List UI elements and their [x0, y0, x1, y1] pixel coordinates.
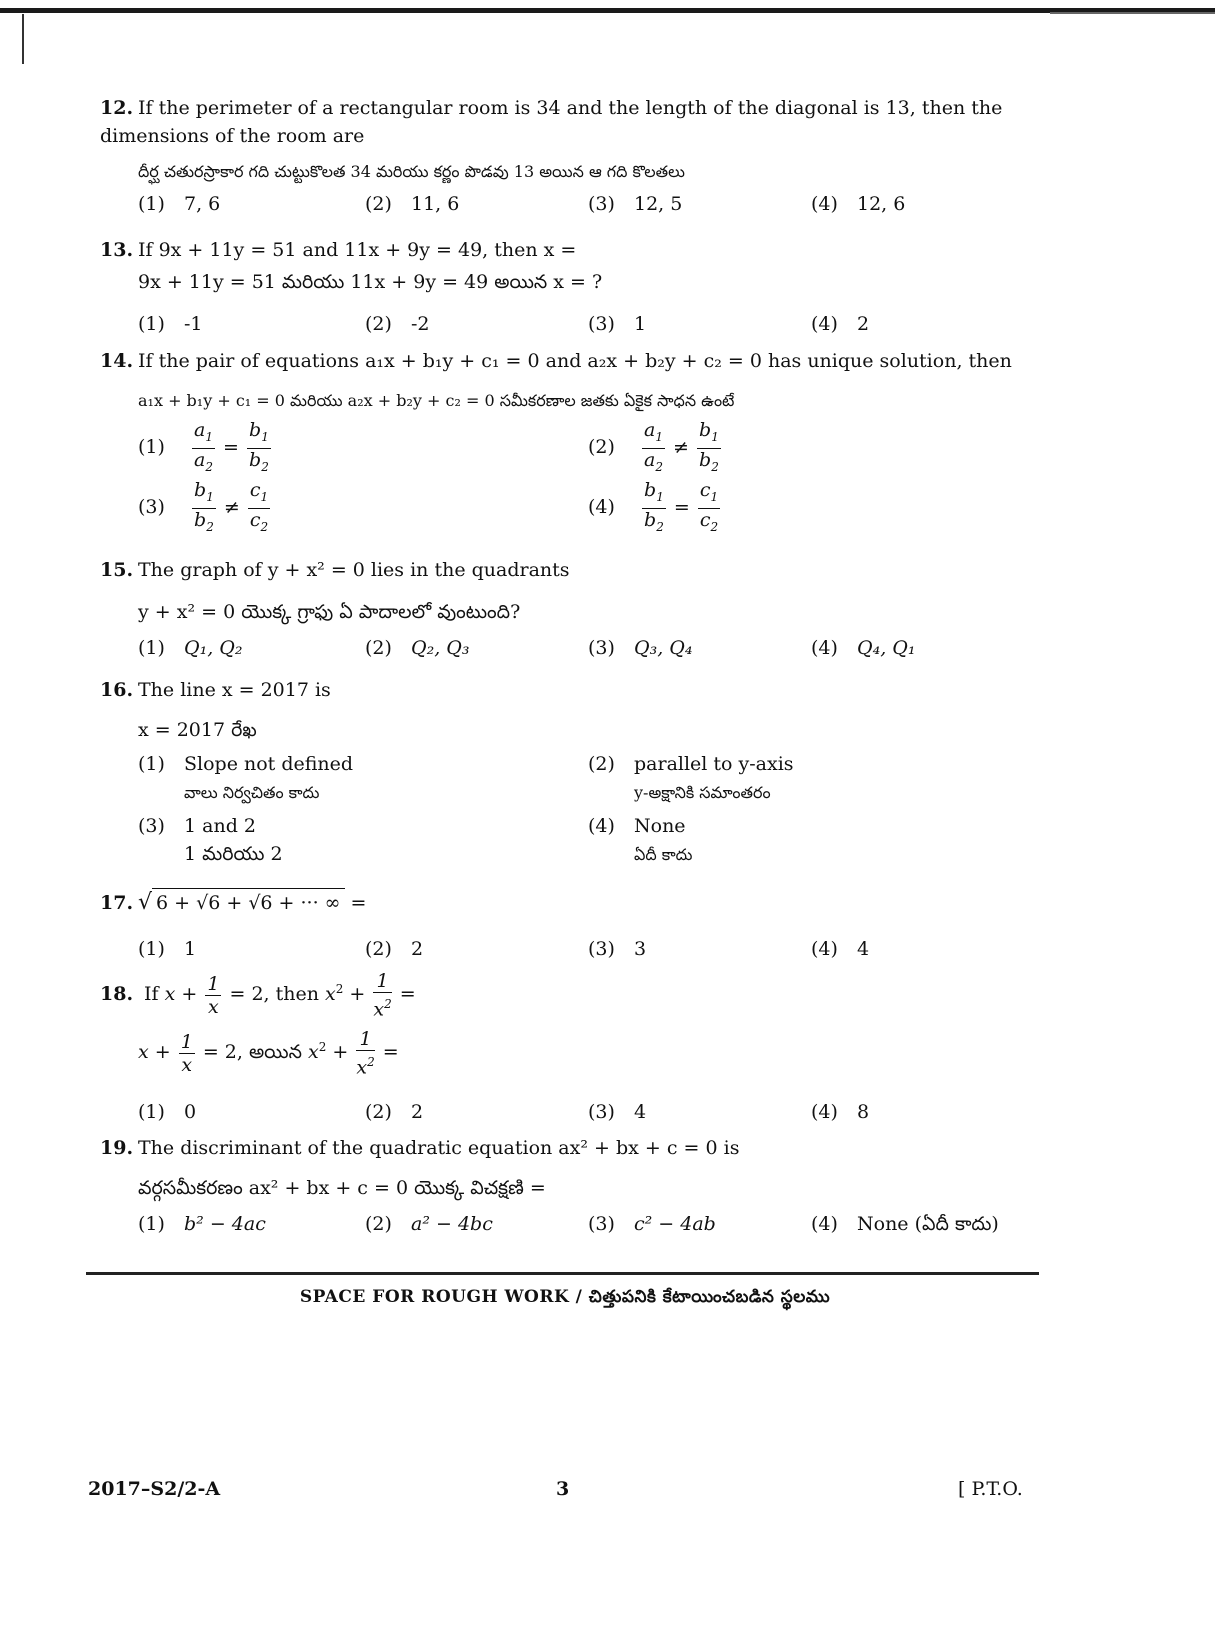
option-3[interactable]: (3) 1 and 2 1 మరియు 2	[138, 815, 283, 865]
page-number: 3	[556, 1478, 570, 1500]
question-19	[100, 1134, 1100, 1240]
question-number: 15.	[100, 559, 134, 581]
question-text-te: దీర్ఘ చతురస్రాకార గది చుట్టుకొలత 34 మరియు కర్ణం పొడవు 13 అయిన ఆ గది కొలతలు	[138, 162, 685, 181]
option-4[interactable]: (4) None ఏదీ కాదు	[588, 815, 693, 864]
option-4[interactable]: (4) None (ఏదీ కాదు)	[811, 1213, 999, 1235]
option-1[interactable]: (1) $\frac{a_1}{a_2}$ = $\frac{b_1}{b_2}$	[138, 419, 269, 474]
option-2[interactable]: (2) a² − 4bc	[365, 1213, 493, 1235]
option-1[interactable]: (1) 7, 6	[138, 193, 221, 215]
top-border	[0, 8, 1215, 13]
option-1[interactable]: (1) 0	[138, 1101, 197, 1123]
option-2[interactable]: (2) Q₂, Q₃	[365, 637, 470, 659]
option-2[interactable]: (2) -2	[365, 313, 430, 335]
option-1[interactable]: (1) 1	[138, 938, 197, 960]
then-word-te: అయిన	[248, 1041, 302, 1064]
option-1[interactable]: (1) -1	[138, 313, 203, 335]
question-text-en: The graph of y + x² = 0 lies in the quadrants	[138, 559, 570, 581]
option-2[interactable]: (2) 2	[365, 938, 424, 960]
question-text-te: వర్గసమీకరణం ax² + bx + c = 0 యొక్క విచక్షణి =	[138, 1177, 546, 1199]
option-3[interactable]: (3) 4	[588, 1101, 647, 1123]
question-13	[100, 236, 1100, 340]
options-row	[100, 310, 1100, 340]
question-text-te: x = 2017 రేఖ	[138, 719, 257, 741]
question-number: 12.	[100, 97, 134, 119]
options-row	[100, 812, 1100, 874]
question-16	[100, 676, 1100, 874]
rough-work-label: SPACE FOR ROUGH WORK / చిత్తుపనికి కేటాయించబడిన స్థలము	[299, 1287, 831, 1307]
option-4[interactable]: (4) 2	[811, 313, 870, 335]
option-4[interactable]: (4) 4	[811, 938, 870, 960]
question-text-en: If the perimeter of a rectangular room is 34 and the length of the diagonal is 13, then the dimensions of the room are	[100, 97, 1003, 147]
question-number: 16.	[100, 679, 134, 701]
if-word: If	[144, 983, 159, 1006]
options-row	[100, 750, 1100, 812]
question-number: 13.	[100, 239, 134, 261]
question-text-te: x + $\frac{1}{x}$ = 2, అయిన $x^2$ + $\frac{1}{x^2}$ =	[138, 1028, 399, 1079]
option-2[interactable]: (2) 2	[365, 1101, 424, 1123]
scan-margin-mark	[22, 14, 24, 64]
question-number: 18.	[100, 983, 134, 1006]
option-1[interactable]: (1) Q₁, Q₂	[138, 637, 243, 659]
question-15	[100, 556, 1100, 664]
option-3[interactable]: (3) 1	[588, 313, 647, 335]
option-3[interactable]: (3) 12, 5	[588, 193, 683, 215]
question-number: 17.	[100, 892, 134, 914]
option-4[interactable]: (4) $\frac{b_1}{b_2}$ = $\frac{c_1}{c_2}$	[588, 479, 719, 534]
top-border-faint	[1050, 12, 1215, 14]
option-1[interactable]: (1) b² − 4ac	[138, 1213, 266, 1235]
options-row	[100, 1098, 1100, 1128]
option-3[interactable]: (3) Q₃, Q₄	[588, 637, 693, 659]
question-text-en: If the pair of equations a₁x + b₁y + c₁ = 0 and a₂x + b₂y + c₂ = 0 has unique solution, then	[138, 350, 1012, 372]
question-12	[100, 94, 1100, 220]
question-number: 19.	[100, 1137, 134, 1159]
question-text-te: 9x + 11y = 51 మరియు 11x + 9y = 49 అయిన x = ?	[138, 271, 603, 293]
question-17: 17. √ 6 + √6 + √6 + ··· ∞ = (1) 1 (2) 2 (3) 3 (4) 4	[100, 888, 1100, 965]
options-row	[100, 190, 1100, 220]
option-2[interactable]: (2) parallel to y-axis y-అక్షానికి సమాంతరం	[588, 753, 794, 802]
pto-label: [ P.T.O.	[958, 1478, 1023, 1500]
option-2[interactable]: (2) 11, 6	[365, 193, 460, 215]
option-3[interactable]: (3) 3	[588, 938, 647, 960]
question-text-en: The discriminant of the quadratic equation ax² + bx + c = 0 is	[138, 1137, 740, 1159]
options-row	[100, 634, 1100, 664]
question-text-en: If 9x + 11y = 51 and 11x + 9y = 49, then x =	[138, 239, 577, 261]
paper-code: 2017–S2/2-A	[88, 1478, 221, 1500]
question-14	[100, 347, 1100, 539]
nested-radical-expression: 6 + √6 + √6 + ··· ∞	[152, 888, 344, 917]
option-4[interactable]: (4) 8	[811, 1101, 870, 1123]
then-word: then	[275, 983, 319, 1006]
rough-work-divider	[86, 1272, 1039, 1275]
option-4[interactable]: (4) 12, 6	[811, 193, 906, 215]
question-18: 18. If x + $\frac{1}{x}$ = 2, then $x^2$ + $\frac{1}{x^2}$ = x + $\frac{1}{x}$ = 2, అయిన $x^2$ + $\frac{1}{x^2}$ = (1) 0 (2) 2 (3) 4 (4) 8	[100, 970, 1100, 1128]
question-text-te: y + x² = 0 యొక్క గ్రాఫు ఏ పాదాలలో వుంటుంది?	[138, 601, 521, 623]
question-text-en: The line x = 2017 is	[138, 679, 331, 701]
options-row	[100, 479, 1100, 539]
options-row	[100, 419, 1100, 479]
options-row	[100, 935, 1100, 965]
question-number: 14.	[100, 350, 134, 372]
option-4[interactable]: (4) Q₄, Q₁	[811, 637, 916, 659]
options-row	[100, 1210, 1100, 1240]
radical-sign: √	[138, 890, 153, 915]
question-text-te: a₁x + b₁y + c₁ = 0 మరియు a₂x + b₂y + c₂ = 0 సమీకరణాల జతకు ఏకైక సాధన ఉంటే	[138, 391, 735, 410]
option-2[interactable]: (2) $\frac{a_1}{a_2}$ ≠ $\frac{b_1}{b_2}$	[588, 419, 719, 474]
option-1[interactable]: (1) Slope not defined వాలు నిర్వచితం కాదు	[138, 753, 354, 802]
option-3[interactable]: (3) c² − 4ab	[588, 1213, 716, 1235]
option-3[interactable]: (3) $\frac{b_1}{b_2}$ ≠ $\frac{c_1}{c_2}$	[138, 479, 269, 534]
